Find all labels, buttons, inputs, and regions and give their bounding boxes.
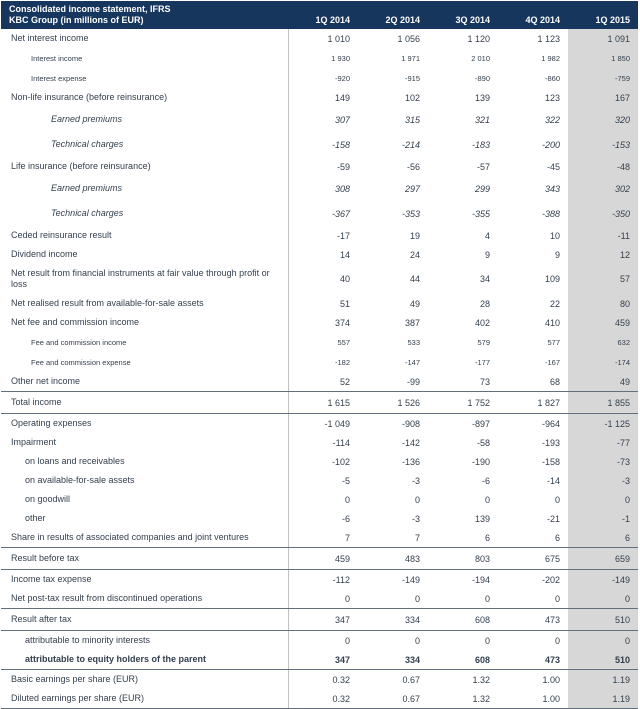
cell-value: -142 [401, 437, 420, 448]
table-row [1, 471, 638, 490]
table-row [1, 68, 638, 88]
table-row [1, 226, 638, 245]
cell-value: -759 [568, 68, 638, 88]
cell-value: -56 [406, 161, 420, 172]
cell-value: -149 [401, 574, 420, 585]
cell-value: -190 [471, 456, 490, 467]
row-label: Life insurance (before reinsurance) [1, 157, 288, 176]
row-label: Share in results of associated companies and joint ventures [1, 528, 288, 548]
cell-value: 139 [474, 92, 490, 103]
cell-value: 347 [288, 609, 358, 631]
table-title-line1: Consolidated income statement, IFRS [9, 4, 171, 14]
cell-value: 334 [358, 650, 428, 670]
cell-value: -99 [358, 372, 428, 392]
row-label: Diluted earnings per share (EUR) [1, 689, 288, 709]
cell-value: 577 [547, 337, 560, 347]
table-row [1, 609, 638, 631]
cell-value: 0 [568, 490, 638, 509]
cell-value: -58 [476, 437, 490, 448]
table-row [1, 29, 638, 48]
row-label: Basic earnings per share (EUR) [1, 670, 288, 690]
row-label: Interest income [1, 48, 288, 68]
cell-value: 510 [568, 609, 638, 631]
cell-value: 659 [568, 548, 638, 570]
cell-value: -183 [471, 139, 490, 150]
table-row [1, 176, 638, 201]
cell-value: 374 [334, 317, 350, 328]
cell-value: -59 [336, 161, 350, 172]
cell-value: 1 526 [358, 392, 428, 414]
cell-value: 139 [474, 513, 490, 524]
row-label: Interest expense [1, 68, 288, 88]
cell-value: 0.32 [288, 689, 358, 709]
cell-value: 1 850 [568, 48, 638, 68]
cell-value: -158 [331, 139, 350, 150]
cell-value: -202 [541, 574, 560, 585]
cell-value: 1 120 [467, 33, 490, 44]
cell-value: 0 [428, 589, 498, 609]
cell-value: 12 [568, 245, 638, 264]
row-label: Other net income [1, 372, 288, 392]
cell-value: 1.32 [428, 689, 498, 709]
cell-value: 402 [474, 317, 490, 328]
cell-value: -17 [336, 230, 350, 241]
cell-value: 0.32 [332, 674, 350, 685]
cell-value: 24 [409, 249, 420, 260]
cell-value: -908 [401, 418, 420, 429]
cell-value: -964 [541, 418, 560, 429]
cell-value: 0 [358, 589, 428, 609]
cell-value: 0 [414, 635, 420, 646]
income-statement-table [1, 1, 638, 709]
table-row [1, 631, 638, 651]
table-row [1, 670, 638, 690]
row-label: Net fee and commission income [1, 313, 288, 332]
column-header-1q2015: 1Q 2015 [568, 1, 638, 29]
table-row [1, 509, 638, 528]
row-label: Dividend income [1, 245, 288, 264]
cell-value: 73 [428, 372, 498, 392]
cell-value: 9 [554, 249, 560, 260]
cell-value: -73 [568, 452, 638, 471]
row-label: Result before tax [1, 548, 288, 570]
cell-value: -200 [541, 139, 560, 150]
cell-value: -14 [546, 475, 560, 486]
cell-value: -214 [401, 139, 420, 150]
table-title [1, 1, 288, 29]
cell-value: -167 [544, 357, 560, 367]
cell-value: -897 [471, 418, 490, 429]
cell-value: 307 [334, 114, 350, 125]
cell-value: -1 049 [324, 418, 350, 429]
row-label: Technical charges [1, 201, 288, 226]
table-row [1, 589, 638, 609]
cell-value: -21 [546, 513, 560, 524]
cell-value: 109 [544, 274, 560, 284]
row-label: on available-for-sale assets [1, 471, 288, 490]
cell-value: 167 [568, 88, 638, 107]
cell-value: 343 [544, 183, 560, 194]
table-row [1, 264, 638, 294]
cell-value: 608 [428, 650, 498, 670]
cell-value: -77 [568, 433, 638, 452]
table-row [1, 372, 638, 392]
cell-value: 0 [554, 494, 560, 505]
cell-value: 52 [288, 372, 358, 392]
cell-value: -353 [401, 208, 420, 219]
row-label: Earned premiums [1, 176, 288, 201]
table-row [1, 201, 638, 226]
cell-value: -48 [568, 157, 638, 176]
cell-value: -45 [546, 161, 560, 172]
cell-value: 483 [358, 548, 428, 570]
cell-value: 0 [288, 589, 358, 609]
cell-value: 149 [334, 92, 350, 103]
row-label: Technical charges [1, 132, 288, 157]
table-body [1, 29, 638, 709]
cell-value: 0 [344, 635, 350, 646]
row-label: Result after tax [1, 609, 288, 631]
cell-value: -3 [411, 513, 420, 524]
cell-value: 557 [337, 337, 350, 347]
row-label: Ceded reinsurance result [1, 226, 288, 245]
row-label: Net realised result from available-for-sale assets [1, 294, 288, 313]
table-row [1, 107, 638, 132]
cell-value: 315 [404, 114, 420, 125]
table-row [1, 689, 638, 709]
table-row [1, 352, 638, 372]
cell-value: 49 [568, 372, 638, 392]
cell-value: 10 [549, 230, 560, 241]
cell-value: 299 [474, 183, 490, 194]
row-label: attributable to equity holders of the parent [1, 650, 288, 670]
cell-value: 297 [404, 183, 420, 194]
cell-value: -194 [471, 574, 490, 585]
cell-value: 1 615 [288, 392, 358, 414]
cell-value: 102 [404, 92, 420, 103]
table-row [1, 313, 638, 332]
cell-value: -1 125 [568, 414, 638, 434]
cell-value: 1.19 [568, 689, 638, 709]
cell-value: 308 [334, 183, 350, 194]
cell-value: 9 [484, 249, 490, 260]
table-row [1, 414, 638, 434]
cell-value: 0 [414, 494, 420, 505]
cell-value: 0.67 [358, 689, 428, 709]
column-header-1q2014: 1Q 2014 [288, 1, 358, 29]
cell-value: 473 [498, 650, 568, 670]
cell-value: 1 091 [568, 29, 638, 48]
row-label: Impairment [1, 433, 288, 452]
cell-value: -11 [568, 226, 638, 245]
row-label: Net post-tax result from discontinued operations [1, 589, 288, 609]
row-label: Fee and commission income [1, 332, 288, 352]
cell-value: 44 [409, 274, 420, 284]
cell-value: 0 [498, 589, 568, 609]
cell-value: -57 [476, 161, 490, 172]
cell-value: -136 [401, 456, 420, 467]
row-label: Non-life insurance (before reinsurance) [1, 88, 288, 107]
cell-value: 473 [498, 609, 568, 631]
cell-value: -3 [411, 475, 420, 486]
cell-value: 302 [568, 176, 638, 201]
table-row [1, 132, 638, 157]
table-header [1, 1, 638, 29]
cell-value: 80 [568, 294, 638, 313]
column-header-2q2014: 2Q 2014 [358, 1, 428, 29]
cell-value: -1 [568, 509, 638, 528]
cell-value: 0 [568, 631, 638, 651]
cell-value: 675 [498, 548, 568, 570]
cell-value: 6 [428, 528, 498, 548]
cell-value: 347 [288, 650, 358, 670]
row-label: Net interest income [1, 29, 288, 48]
cell-value: -182 [334, 357, 350, 367]
cell-value: -153 [568, 132, 638, 157]
cell-value: 22 [549, 298, 560, 309]
column-header-3q2014: 3Q 2014 [428, 1, 498, 29]
cell-value: 2 010 [471, 53, 490, 63]
cell-value: 123 [544, 92, 560, 103]
table-row [1, 452, 638, 471]
cell-value: 34 [479, 274, 490, 284]
cell-value: -5 [341, 475, 350, 486]
cell-value: -3 [568, 471, 638, 490]
cell-value: -6 [341, 513, 350, 524]
cell-value: 459 [568, 313, 638, 332]
cell-value: 1 056 [397, 33, 420, 44]
cell-value: 19 [409, 230, 420, 241]
table-row [1, 88, 638, 107]
cell-value: 334 [358, 609, 428, 631]
row-label: Income tax expense [1, 570, 288, 590]
cell-value: 6 [568, 528, 638, 548]
cell-value: 459 [288, 548, 358, 570]
row-label: Fee and commission expense [1, 352, 288, 372]
cell-value: 68 [498, 372, 568, 392]
cell-value: 7 [288, 528, 358, 548]
table-row [1, 294, 638, 313]
cell-value: -367 [331, 208, 350, 219]
cell-value: 49 [409, 298, 420, 309]
cell-value: 0 [568, 589, 638, 609]
row-label: Operating expenses [1, 414, 288, 434]
table-row [1, 490, 638, 509]
column-header-4q2014: 4Q 2014 [498, 1, 568, 29]
table-row [1, 570, 638, 590]
row-label: other [1, 509, 288, 528]
table-row [1, 48, 638, 68]
cell-value: 28 [479, 298, 490, 309]
cell-value: 533 [407, 337, 420, 347]
table-row [1, 650, 638, 670]
cell-value: 321 [474, 114, 490, 125]
cell-value: -174 [568, 352, 638, 372]
cell-value: 387 [404, 317, 420, 328]
cell-value: 51 [339, 298, 350, 309]
row-label: Earned premiums [1, 107, 288, 132]
row-label: Net result from financial instruments at fair value through profit or loss [1, 264, 288, 294]
cell-value: -193 [541, 437, 560, 448]
cell-value: 1 930 [331, 53, 350, 63]
cell-value: 1 010 [327, 33, 350, 44]
cell-value: 1.32 [472, 674, 490, 685]
cell-value: 510 [568, 650, 638, 670]
cell-value: 803 [428, 548, 498, 570]
table-title-line2: KBC Group (in millions of EUR) [9, 14, 144, 25]
cell-value: 579 [477, 337, 490, 347]
cell-value: -920 [334, 73, 350, 83]
row-label: on loans and receivables [1, 452, 288, 471]
cell-value: 1 827 [498, 392, 568, 414]
row-label: Total income [1, 392, 288, 414]
cell-value: -147 [404, 357, 420, 367]
cell-value: 7 [358, 528, 428, 548]
cell-value: -177 [474, 357, 490, 367]
cell-value: 1 123 [537, 33, 560, 44]
cell-value: 0 [554, 635, 560, 646]
cell-value: 0.67 [402, 674, 420, 685]
cell-value: 1.00 [542, 674, 560, 685]
cell-value: -102 [331, 456, 350, 467]
cell-value: -890 [474, 73, 490, 83]
table-row [1, 433, 638, 452]
cell-value: -355 [471, 208, 490, 219]
cell-value: 320 [568, 107, 638, 132]
cell-value: -915 [404, 73, 420, 83]
cell-value: 632 [568, 332, 638, 352]
cell-value: -114 [332, 437, 350, 448]
cell-value: -388 [541, 208, 560, 219]
cell-value: 6 [498, 528, 568, 548]
table-row [1, 332, 638, 352]
cell-value: 0 [484, 494, 490, 505]
cell-value: -350 [568, 201, 638, 226]
row-label: attributable to minority interests [1, 631, 288, 651]
cell-value: 410 [544, 317, 560, 328]
cell-value: -6 [481, 475, 490, 486]
cell-value: 57 [568, 264, 638, 294]
cell-value: 322 [544, 114, 560, 125]
cell-value: 1 752 [428, 392, 498, 414]
cell-value: 1.00 [498, 689, 568, 709]
cell-value: 40 [339, 274, 350, 284]
cell-value: 14 [339, 249, 350, 260]
cell-value: 1 971 [401, 53, 420, 63]
cell-value: 0 [344, 494, 350, 505]
cell-value: -112 [332, 574, 350, 585]
header-row [1, 1, 638, 29]
row-label: on goodwill [1, 490, 288, 509]
cell-value: 608 [428, 609, 498, 631]
table-row [1, 392, 638, 414]
cell-value: -158 [541, 456, 560, 467]
table-row [1, 528, 638, 548]
table-row [1, 157, 638, 176]
cell-value: 0 [484, 635, 490, 646]
table-row [1, 245, 638, 264]
cell-value: 1.19 [568, 670, 638, 690]
cell-value: -860 [544, 73, 560, 83]
cell-value: 4 [484, 230, 490, 241]
cell-value: -149 [568, 570, 638, 590]
cell-value: 1 982 [541, 53, 560, 63]
cell-value: 1 855 [568, 392, 638, 414]
table-row [1, 548, 638, 570]
